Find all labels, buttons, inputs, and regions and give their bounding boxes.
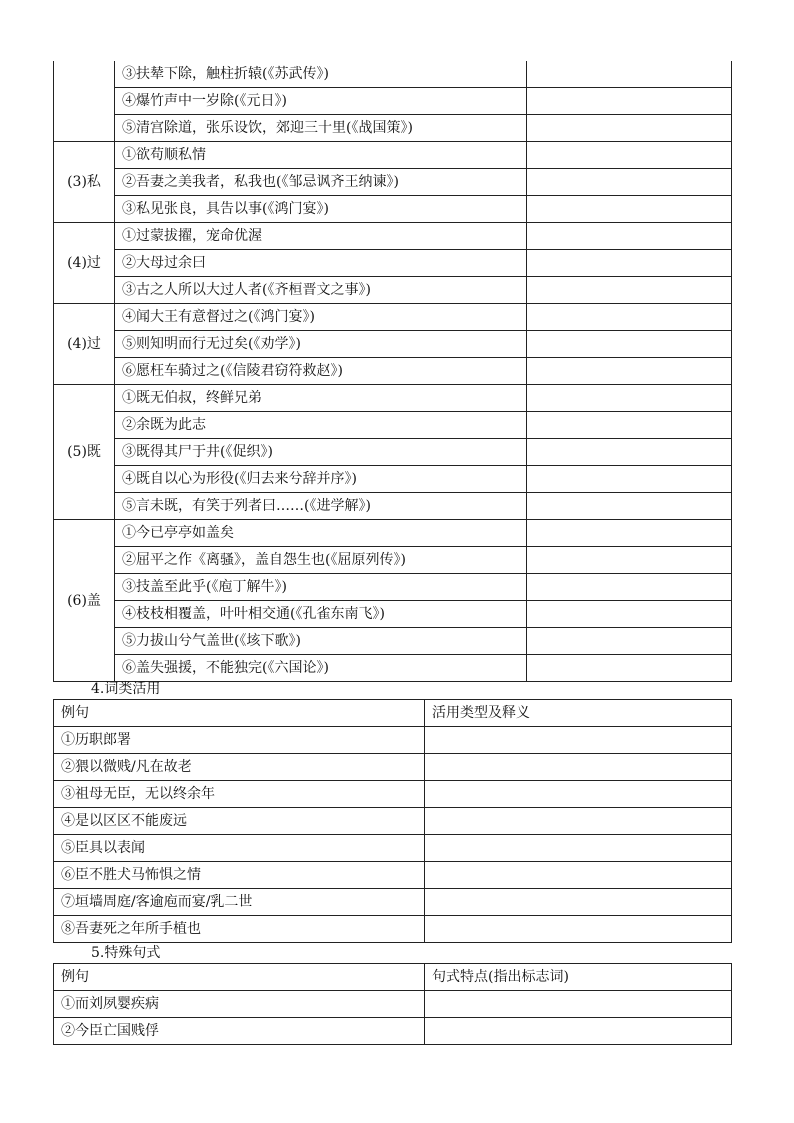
answer-cell[interactable] [425, 1018, 732, 1045]
header-row [54, 700, 732, 727]
example-sentence: ①历职郎署 [54, 727, 425, 754]
sentence-pattern-table [53, 963, 732, 1045]
answer-cell[interactable] [527, 277, 732, 304]
table-row [54, 493, 732, 520]
answer-cell[interactable] [425, 781, 732, 808]
answer-cell[interactable] [527, 61, 732, 88]
example-sentence: ①今已亭亭如盖矣 [115, 520, 527, 547]
example-sentence: ⑥臣不胜犬马怖惧之情 [54, 862, 425, 889]
example-sentence: ③祖母无臣，无以终余年 [54, 781, 425, 808]
answer-cell[interactable] [527, 142, 732, 169]
table-row [54, 1018, 732, 1045]
example-sentence: ③扶辇下除，触柱折辕(《苏武传》) [115, 61, 527, 88]
table-row [54, 250, 732, 277]
example-sentence: ②大母过余曰 [115, 250, 527, 277]
word-label: (5)既 [54, 385, 115, 520]
table-row [54, 727, 732, 754]
answer-cell[interactable] [527, 655, 732, 682]
table-row [54, 196, 732, 223]
answer-cell[interactable] [527, 601, 732, 628]
table-row [54, 889, 732, 916]
example-sentence: ⑤言未既，有笑于列者曰……(《进学解》) [115, 493, 527, 520]
meaning-table [53, 61, 732, 682]
example-sentence: ④爆竹声中一岁除(《元日》) [115, 88, 527, 115]
answer-cell[interactable] [425, 835, 732, 862]
answer-cell[interactable] [527, 115, 732, 142]
word-label: (3)私 [54, 142, 115, 223]
table-row [54, 142, 732, 169]
example-sentence: ⑤力拔山兮气盖世(《垓下歌》) [115, 628, 527, 655]
example-sentence: ⑤臣具以表闻 [54, 835, 425, 862]
table-row [54, 223, 732, 250]
word-label: (6)盖 [54, 520, 115, 682]
answer-cell[interactable] [425, 754, 732, 781]
answer-cell[interactable] [527, 358, 732, 385]
answer-cell[interactable] [527, 547, 732, 574]
answer-cell[interactable] [425, 862, 732, 889]
answer-cell[interactable] [527, 196, 732, 223]
header-row [54, 964, 732, 991]
column-header-example: 例句 [54, 700, 425, 727]
table-row [54, 439, 732, 466]
table-row [54, 412, 732, 439]
example-sentence: ①过蒙拔擢，宠命优渥 [115, 223, 527, 250]
word-label [54, 61, 115, 142]
table-row [54, 754, 732, 781]
answer-cell[interactable] [527, 493, 732, 520]
table-row [54, 277, 732, 304]
answer-cell[interactable] [425, 727, 732, 754]
table-row [54, 862, 732, 889]
example-sentence: ③既得其尸于井(《促织》) [115, 439, 527, 466]
answer-cell[interactable] [425, 889, 732, 916]
table-row [54, 169, 732, 196]
section-5-heading: 5.特殊句式 [91, 945, 161, 961]
column-header-feature: 句式特点(指出标志词) [425, 964, 732, 991]
answer-cell[interactable] [527, 331, 732, 358]
example-sentence: ⑧吾妻死之年所手植也 [54, 916, 425, 943]
answer-cell[interactable] [527, 628, 732, 655]
table-row [54, 601, 732, 628]
example-sentence: ①欲苟顺私情 [115, 142, 527, 169]
column-header-example: 例句 [54, 964, 425, 991]
table-row [54, 655, 732, 682]
table-row [54, 358, 732, 385]
example-sentence: ①既无伯叔，终鲜兄弟 [115, 385, 527, 412]
example-sentence: ⑦垣墙周庭/客逾庖而宴/乳二世 [54, 889, 425, 916]
column-header-type: 活用类型及释义 [425, 700, 732, 727]
table-row [54, 385, 732, 412]
answer-cell[interactable] [425, 808, 732, 835]
table-row [54, 916, 732, 943]
word-label: (4)过 [54, 304, 115, 385]
word-label: (4)过 [54, 223, 115, 304]
example-sentence: ⑥盖失强援，不能独完(《六国论》) [115, 655, 527, 682]
answer-cell[interactable] [527, 385, 732, 412]
word-class-table [53, 699, 732, 943]
table-row [54, 520, 732, 547]
table-row [54, 628, 732, 655]
example-sentence: ②猥以微贱/凡在故老 [54, 754, 425, 781]
example-sentence: ⑤则知明而行无过矣(《劝学》) [115, 331, 527, 358]
table-row [54, 781, 732, 808]
section-4-heading: 4.词类活用 [91, 681, 161, 697]
example-sentence: ③私见张良，具告以事(《鸿门宴》) [115, 196, 527, 223]
table-row [54, 835, 732, 862]
table-row [54, 991, 732, 1018]
answer-cell[interactable] [527, 304, 732, 331]
answer-cell[interactable] [527, 88, 732, 115]
table-row [54, 466, 732, 493]
example-sentence: ②余既为此志 [115, 412, 527, 439]
example-sentence: ②吾妻之美我者，私我也(《邹忌讽齐王纳谏》) [115, 169, 527, 196]
answer-cell[interactable] [425, 916, 732, 943]
table-row [54, 115, 732, 142]
table-row [54, 808, 732, 835]
answer-cell[interactable] [527, 223, 732, 250]
table-row [54, 304, 732, 331]
answer-cell[interactable] [527, 439, 732, 466]
example-sentence: ⑥愿枉车骑过之(《信陵君窃符救赵》) [115, 358, 527, 385]
example-sentence: ④是以区区不能废远 [54, 808, 425, 835]
answer-cell[interactable] [527, 169, 732, 196]
table-row [54, 574, 732, 601]
table-row [54, 88, 732, 115]
answer-cell[interactable] [425, 991, 732, 1018]
example-sentence: ④枝枝相覆盖，叶叶相交通(《孔雀东南飞》) [115, 601, 527, 628]
example-sentence: ②今臣亡国贱俘 [54, 1018, 425, 1045]
answer-cell[interactable] [527, 412, 732, 439]
example-sentence: ①而刘夙婴疾病 [54, 991, 425, 1018]
answer-cell[interactable] [527, 520, 732, 547]
example-sentence: ④既自以心为形役(《归去来兮辞并序》) [115, 466, 527, 493]
table-row [54, 61, 732, 88]
table-row [54, 547, 732, 574]
answer-cell[interactable] [527, 466, 732, 493]
table-row [54, 331, 732, 358]
example-sentence: ②屈平之作《离骚》，盖自怨生也(《屈原列传》) [115, 547, 527, 574]
answer-cell[interactable] [527, 250, 732, 277]
example-sentence: ③古之人所以大过人者(《齐桓晋文之事》) [115, 277, 527, 304]
example-sentence: ③技盖至此乎(《庖丁解牛》) [115, 574, 527, 601]
example-sentence: ⑤清宫除道，张乐设饮，郊迎三十里(《战国策》) [115, 115, 527, 142]
answer-cell[interactable] [527, 574, 732, 601]
example-sentence: ④闻大王有意督过之(《鸿门宴》) [115, 304, 527, 331]
